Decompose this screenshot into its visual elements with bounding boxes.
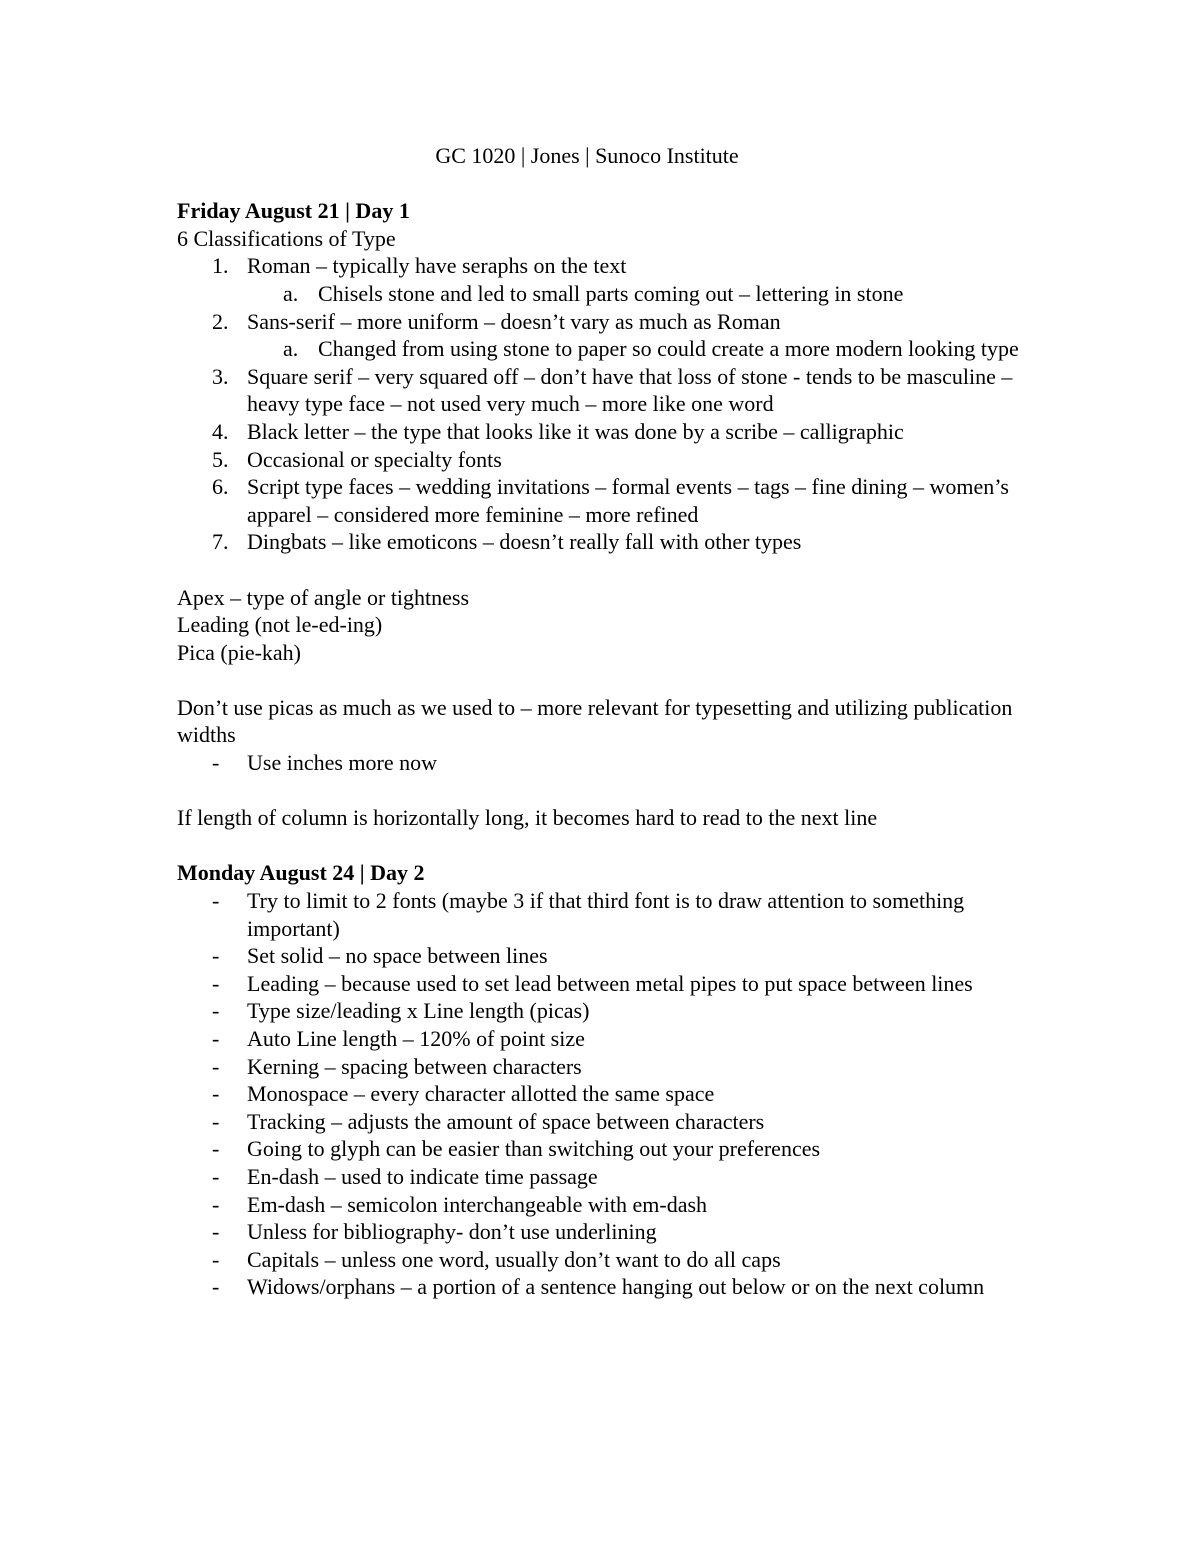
document-title: GC 1020 | Jones | Sunoco Institute — [435, 143, 739, 168]
list-item-text: Black letter – the type that looks like it was done by a scribe – calligraphic — [247, 418, 904, 444]
document-body — [177, 142, 1037, 1301]
bullet-item — [177, 887, 1037, 942]
list-item — [177, 363, 1037, 418]
list-item-text: Occasional or specialty fonts — [247, 446, 502, 472]
bullet-marker: - — [212, 970, 220, 996]
bullet-marker: - — [212, 1191, 220, 1217]
list-number: 6. — [212, 474, 229, 500]
bullet-text: Set solid – no space between lines — [247, 943, 548, 969]
bullet-item — [177, 1191, 1037, 1219]
day2-bullet-list — [177, 887, 1037, 1301]
bullet-item — [177, 1108, 1037, 1136]
bullet-text: Leading – because used to set lead between metal pipes to put space between lines — [247, 970, 973, 996]
list-item-text: Dingbats – like emoticons – doesn’t really fall with other types — [247, 529, 802, 555]
bullet-text: Capitals – unless one word, usually don’t want to do all caps — [247, 1246, 781, 1272]
term-leading: Leading (not le-ed-ing) — [177, 612, 383, 638]
list-item — [177, 473, 1037, 528]
bullet-text: Monospace – every character allotted the same space — [247, 1081, 715, 1107]
list-item-text: Script type faces – wedding invitations – formal events – tags – fine dining – women’s apparel – considered more feminine – more refined — [247, 474, 1009, 527]
bullet-item — [177, 942, 1037, 970]
list-number: 4. — [212, 418, 229, 444]
list-number: 5. — [212, 446, 229, 472]
bullet-item — [177, 1053, 1037, 1081]
term-pica: Pica (pie-kah) — [177, 639, 301, 665]
list-number: 2. — [212, 308, 229, 334]
sub-list-item — [177, 280, 1037, 308]
bullet-item — [177, 1025, 1037, 1053]
bullet-marker: - — [212, 750, 220, 776]
bullet-text: Auto Line length – 120% of point size — [247, 1026, 585, 1051]
bullet-text: Type size/leading x Line length (picas) — [247, 998, 590, 1024]
bullet-marker: - — [212, 888, 220, 914]
sub-list-item-text: Changed from using stone to paper so could create a more modern looking type — [318, 336, 1019, 362]
day1-heading: Friday August 21 | Day 1 — [177, 198, 410, 224]
list-number: 1. — [212, 253, 229, 279]
bullet-text: Try to limit to 2 fonts (maybe 3 if that third font is to draw attention to something important) — [247, 888, 965, 941]
bullet-marker: - — [212, 1219, 220, 1245]
bullet-item — [177, 1246, 1037, 1274]
list-number: 7. — [212, 529, 229, 555]
list-item — [177, 252, 1037, 280]
list-item-text: Square serif – very squared off – don’t have that loss of stone - tends to be masculine – heavy type face – not used very much – more like one word — [247, 363, 1013, 417]
bullet-item — [177, 1273, 1037, 1301]
list-number: 3. — [212, 363, 229, 389]
bullet-text: Going to glyph can be easier than switching out your preferences — [247, 1136, 821, 1162]
bullet-item — [177, 997, 1037, 1025]
bullet-marker: - — [212, 1163, 220, 1189]
bullet-text: Em-dash – semicolon interchangeable with em-dash — [247, 1191, 708, 1217]
list-item-text: Roman – typically have seraphs on the text — [247, 253, 627, 279]
bullet-text: Tracking – adjusts the amount of space between characters — [247, 1108, 765, 1134]
list-item — [177, 418, 1037, 446]
bullet-item — [177, 1135, 1037, 1163]
list-item — [177, 528, 1037, 556]
bullet-item — [177, 1163, 1037, 1191]
sub-list-marker: a. — [283, 336, 299, 362]
bullet-item — [177, 749, 1037, 777]
bullet-text: Kerning – spacing between characters — [247, 1053, 582, 1079]
term-apex: Apex – type of angle or tightness — [177, 584, 470, 610]
bullet-text: Unless for bibliography- don’t use underlining — [247, 1219, 657, 1245]
bullet-marker: - — [212, 1053, 220, 1079]
bullet-text: Use inches more now — [247, 750, 438, 776]
list-item — [177, 446, 1037, 474]
bullet-marker: - — [212, 1274, 220, 1300]
bullet-item — [177, 1218, 1037, 1246]
bullet-item — [177, 970, 1037, 998]
list-item-text: Sans-serif – more uniform – doesn’t vary as much as Roman — [247, 308, 781, 334]
bullet-marker: - — [212, 943, 220, 969]
classifications-subheading: 6 Classifications of Type — [177, 225, 396, 251]
bullet-marker: - — [212, 1081, 220, 1107]
bullet-item — [177, 1080, 1037, 1108]
column-paragraph: If length of column is horizontally long, it becomes hard to read to the next line — [177, 805, 878, 831]
bullet-marker: - — [212, 1136, 220, 1162]
bullet-marker: - — [212, 1026, 220, 1051]
bullet-marker: - — [212, 1246, 220, 1272]
sub-list-item-text: Chisels stone and led to small parts coming out – lettering in stone — [318, 280, 904, 306]
bullet-text: En-dash – used to indicate time passage — [247, 1163, 598, 1189]
bullet-text: Widows/orphans – a portion of a sentence hanging out below or on the next column — [247, 1274, 985, 1300]
bullet-marker: - — [212, 1108, 220, 1134]
sub-list-item — [177, 335, 1037, 363]
list-item — [177, 308, 1037, 336]
sub-list-marker: a. — [283, 280, 299, 306]
bullet-marker: - — [212, 998, 220, 1024]
day2-heading: Monday August 24 | Day 2 — [177, 860, 425, 886]
picas-paragraph: Don’t use picas as much as we used to – more relevant for typesetting and utilizing publication widths — [177, 694, 1013, 748]
